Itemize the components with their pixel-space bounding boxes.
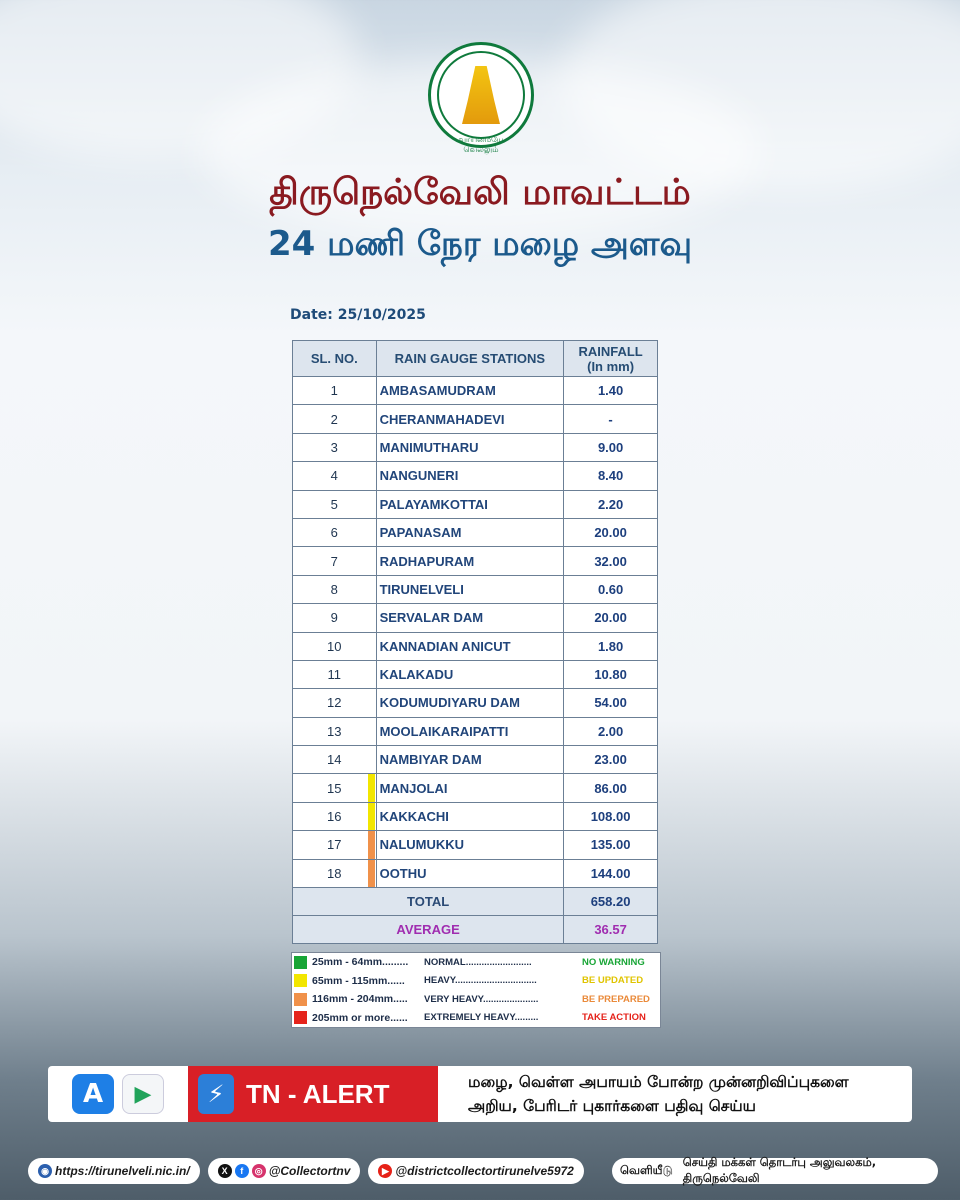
table-body	[293, 377, 658, 888]
total-value: 658.20	[564, 888, 658, 916]
report-title: 24 மணி நேர மழை அளவு	[267, 224, 692, 264]
rainfall-table	[292, 340, 658, 944]
station-name: NANGUNERI	[379, 468, 459, 484]
header-sl-no: SL. NO.	[293, 341, 377, 377]
station-name: KODUMUDIYARU DAM	[379, 695, 520, 711]
station-name: CHERANMAHADEVI	[379, 411, 505, 427]
tn-alert-banner	[48, 1066, 912, 1122]
table-row	[293, 405, 658, 433]
row-sl-no: 2	[293, 405, 377, 433]
row-station	[376, 717, 564, 745]
globe-icon: ◉	[38, 1164, 52, 1178]
legend-action: BE UPDATED	[582, 975, 644, 987]
warning-level-marker	[368, 774, 375, 801]
legend-action: BE PREPARED	[582, 993, 650, 1005]
row-station	[376, 433, 564, 461]
legend-swatch	[294, 1011, 307, 1024]
table-row	[293, 632, 658, 660]
row-sl-no: 7	[293, 547, 377, 575]
header-rainfall-line2: (In mm)	[587, 358, 635, 374]
appstore-icon[interactable]: A	[72, 1074, 114, 1114]
tamil-nadu-emblem	[428, 42, 534, 148]
legend-range: 116mm - 204mm.....	[312, 993, 408, 1006]
table-row	[293, 831, 658, 859]
row-sl-no: 17	[293, 831, 377, 859]
row-station	[376, 490, 564, 518]
row-station	[376, 604, 564, 632]
row-rainfall: 2.00	[564, 717, 658, 745]
total-row	[293, 888, 658, 916]
legend-range: 25mm - 64mm.........	[312, 956, 409, 969]
row-station	[376, 547, 564, 575]
row-station	[376, 831, 564, 859]
row-sl-no: 3	[293, 433, 377, 461]
warning-level-marker	[368, 831, 375, 858]
row-station	[376, 859, 564, 887]
station-name: MOOLAIKARAIPATTI	[379, 723, 509, 739]
website-url: https://tirunelveli.nic.in/	[55, 1164, 190, 1178]
legend-swatch	[294, 993, 307, 1006]
station-name: NAMBIYAR DAM	[379, 752, 482, 768]
row-station	[376, 518, 564, 546]
row-station	[376, 689, 564, 717]
station-name: NALUMUKKU	[379, 837, 465, 853]
row-station	[376, 575, 564, 603]
table-row	[293, 604, 658, 632]
legend-category: VERY HEAVY.....................	[424, 993, 539, 1005]
row-rainfall: 0.60	[564, 575, 658, 603]
district-title: திருநெல்வேலி மாவட்டம்	[269, 172, 691, 213]
total-label: TOTAL	[293, 888, 564, 916]
table-row	[293, 859, 658, 887]
row-station	[376, 405, 564, 433]
row-sl-no: 18	[293, 859, 377, 887]
legend-category: EXTREMELY HEAVY.........	[424, 1012, 539, 1024]
row-sl-no: 15	[293, 774, 377, 802]
row-sl-no: 11	[293, 660, 377, 688]
station-name: OOTHU	[379, 865, 427, 881]
table-header-row	[293, 341, 658, 377]
legend-range: 205mm or more......	[312, 1011, 408, 1024]
row-sl-no: 9	[293, 604, 377, 632]
row-rainfall: 144.00	[564, 859, 658, 887]
row-rainfall: -	[564, 405, 658, 433]
table-row	[293, 575, 658, 603]
row-sl-no: 16	[293, 802, 377, 830]
table-row	[293, 717, 658, 745]
table-row	[293, 462, 658, 490]
table-row	[293, 802, 658, 830]
footer-links	[28, 1158, 584, 1184]
table-row	[293, 660, 658, 688]
row-rainfall: 2.20	[564, 490, 658, 518]
lightning-map-icon: ⚡	[198, 1074, 234, 1114]
row-rainfall: 32.00	[564, 547, 658, 575]
banner-text	[468, 1070, 908, 1118]
row-rainfall: 20.00	[564, 604, 658, 632]
station-name: KANNADIAN ANICUT	[379, 638, 511, 654]
row-rainfall: 135.00	[564, 831, 658, 859]
station-name: AMBASAMUDRAM	[379, 383, 496, 399]
header-rainfall-line1: RAINFALL	[578, 343, 643, 359]
row-sl-no: 12	[293, 689, 377, 717]
playstore-icon[interactable]: ▶	[122, 1074, 164, 1114]
emblem-motto: வாய்மையே வெல்லும்	[458, 135, 504, 154]
social-handle: @Collectortnv	[268, 1164, 351, 1178]
row-station	[376, 377, 564, 405]
warning-level-marker	[368, 860, 375, 887]
legend-category: NORMAL.........................	[424, 956, 532, 968]
legend-action: NO WARNING	[582, 956, 645, 968]
table-row	[293, 547, 658, 575]
table-row	[293, 746, 658, 774]
legend-row-normal	[292, 953, 660, 972]
legend-row-extremely-heavy	[292, 1009, 660, 1028]
report-date: Date: 25/10/2025	[290, 307, 426, 323]
table-row	[293, 377, 658, 405]
table-row	[293, 490, 658, 518]
publisher-credit	[612, 1155, 938, 1185]
station-name: MANIMUTHARU	[379, 439, 479, 455]
row-rainfall: 8.40	[564, 462, 658, 490]
station-name: MANJOLAI	[379, 780, 448, 796]
row-rainfall: 1.40	[564, 377, 658, 405]
social-link[interactable]	[208, 1158, 361, 1184]
row-station	[376, 462, 564, 490]
header-rainfall	[564, 341, 658, 377]
banner-text-line2: அறிய, பேரிடர் புகார்களை பதிவு செய்ய	[468, 1097, 756, 1115]
row-sl-no: 14	[293, 746, 377, 774]
row-station	[376, 802, 564, 830]
station-name: PAPANASAM	[379, 525, 462, 541]
facebook-icon: f	[235, 1164, 249, 1178]
station-name: KALAKADU	[379, 667, 454, 683]
row-rainfall: 86.00	[564, 774, 658, 802]
row-rainfall: 20.00	[564, 518, 658, 546]
average-value: 36.57	[564, 916, 658, 944]
row-station	[376, 660, 564, 688]
legend-action: TAKE ACTION	[582, 1012, 646, 1024]
legend-row-very-heavy	[292, 990, 660, 1009]
station-name: SERVALAR DAM	[379, 610, 484, 626]
row-sl-no: 13	[293, 717, 377, 745]
tn-alert-label: TN - ALERT	[246, 1078, 390, 1109]
average-row	[293, 916, 658, 944]
row-rainfall: 108.00	[564, 802, 658, 830]
row-sl-no: 10	[293, 632, 377, 660]
x-icon: X	[218, 1164, 232, 1178]
row-sl-no: 6	[293, 518, 377, 546]
legend-row-heavy	[292, 972, 660, 991]
warning-legend	[291, 952, 661, 1028]
station-name: TIRUNELVELI	[379, 581, 464, 597]
youtube-link[interactable]	[368, 1158, 583, 1184]
instagram-icon: ◎	[252, 1164, 266, 1178]
station-name: RADHAPURAM	[379, 553, 475, 569]
legend-range: 65mm - 115mm......	[312, 974, 405, 987]
row-rainfall: 54.00	[564, 689, 658, 717]
row-sl-no: 5	[293, 490, 377, 518]
website-link[interactable]	[28, 1158, 200, 1184]
legend-category: HEAVY...............................	[424, 975, 537, 987]
table-row	[293, 774, 658, 802]
legend-swatch	[294, 974, 307, 987]
row-rainfall: 10.80	[564, 660, 658, 688]
row-rainfall: 23.00	[564, 746, 658, 774]
banner-text-line1: மழை, வெள்ள அபாயம் போன்ற முன்னறிவிப்புகளை	[468, 1073, 849, 1091]
table-row	[293, 518, 658, 546]
row-station	[376, 632, 564, 660]
row-station	[376, 774, 564, 802]
legend-swatch	[294, 956, 307, 969]
row-rainfall: 9.00	[564, 433, 658, 461]
table-row	[293, 433, 658, 461]
youtube-handle: @districtcollectortirunelve5972	[395, 1164, 574, 1178]
row-sl-no: 1	[293, 377, 377, 405]
average-label: AVERAGE	[293, 916, 564, 944]
table-row	[293, 689, 658, 717]
row-sl-no: 8	[293, 575, 377, 603]
station-name: PALAYAMKOTTAI	[379, 496, 488, 512]
header-station: RAIN GAUGE STATIONS	[376, 341, 564, 377]
row-rainfall: 1.80	[564, 632, 658, 660]
row-sl-no: 4	[293, 462, 377, 490]
row-station	[376, 746, 564, 774]
tn-alert-badge[interactable]	[188, 1066, 438, 1122]
publisher-tag: வெளியீடு	[620, 1163, 673, 1177]
warning-level-marker	[368, 803, 375, 830]
youtube-icon: ▶	[378, 1164, 392, 1178]
station-name: KAKKACHI	[379, 809, 449, 825]
publisher-name: செய்தி மக்கள் தொடர்பு அலுவலகம், திருநெல்வேலி	[682, 1155, 877, 1185]
